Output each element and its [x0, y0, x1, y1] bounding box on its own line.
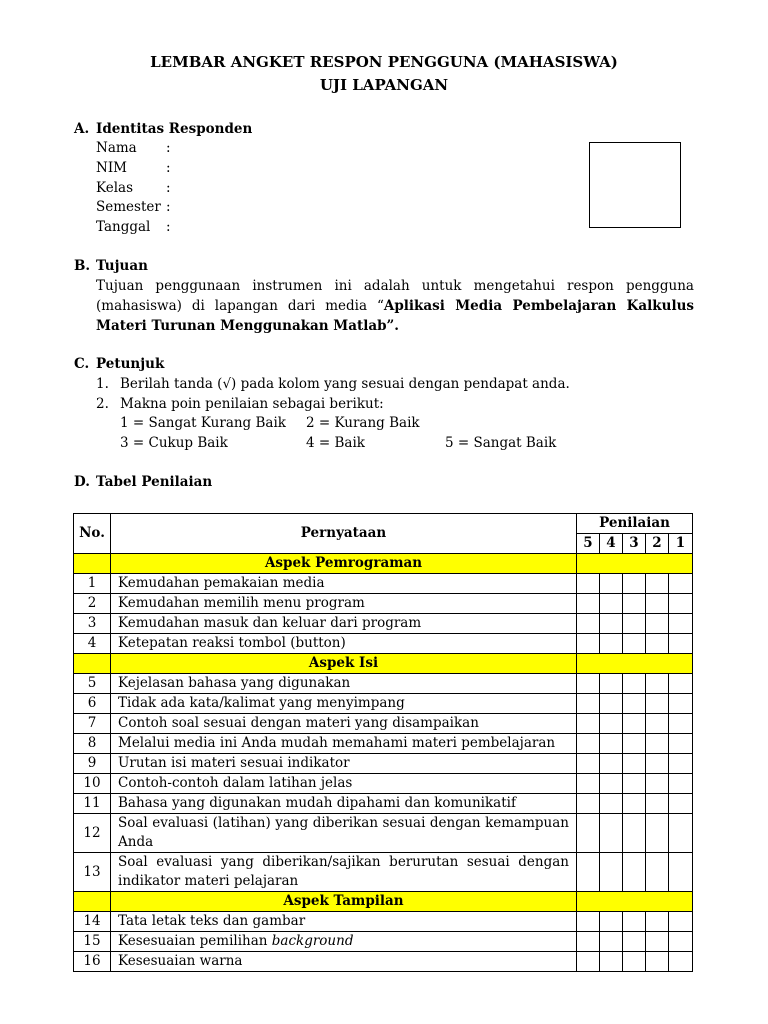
- rating-cell[interactable]: [623, 794, 646, 814]
- row-number: 3: [74, 614, 111, 634]
- rating-cell[interactable]: [669, 952, 693, 972]
- row-statement: Contoh soal sesuai dengan materi yang disampaikan: [111, 714, 577, 734]
- rating-cell[interactable]: [577, 774, 600, 794]
- rating-cell[interactable]: [600, 814, 623, 853]
- field-separator: :: [166, 160, 171, 176]
- photo-box: [589, 142, 681, 228]
- rating-cell[interactable]: [669, 694, 693, 714]
- field-separator: :: [166, 199, 171, 215]
- rating-cell[interactable]: [577, 794, 600, 814]
- rating-cell[interactable]: [600, 734, 623, 754]
- rating-cell[interactable]: [600, 754, 623, 774]
- field-tanggal[interactable]: [96, 219, 171, 235]
- section-d-heading: [74, 474, 212, 490]
- instruction-1-text: Berilah tanda (√) pada kolom yang sesuai dengan pendapat anda.: [120, 376, 570, 392]
- rating-cell[interactable]: [623, 674, 646, 694]
- rating-cell[interactable]: [669, 853, 693, 892]
- rating-cell[interactable]: [669, 734, 693, 754]
- table-row: [74, 794, 693, 814]
- document-title: LEMBAR ANGKET RESPON PENGGUNA (MAHASISWA): [150, 53, 618, 71]
- field-separator: :: [166, 140, 171, 156]
- row-number: 11: [74, 794, 111, 814]
- rating-cell[interactable]: [577, 814, 600, 853]
- section-a-title: Identitas Responden: [96, 121, 253, 137]
- rating-cell[interactable]: [646, 634, 669, 654]
- rating-cell[interactable]: [623, 774, 646, 794]
- row-statement: Contoh-contoh dalam latihan jelas: [111, 774, 577, 794]
- field-separator: :: [166, 219, 171, 235]
- rating-cell[interactable]: [577, 714, 600, 734]
- rating-cell[interactable]: [646, 912, 669, 932]
- rating-cell[interactable]: [600, 853, 623, 892]
- field-label: Semester: [96, 199, 161, 215]
- rating-cell[interactable]: [577, 734, 600, 754]
- scale-5: 5 = Sangat Baik: [445, 435, 557, 451]
- rating-cell[interactable]: [669, 614, 693, 634]
- rating-cell[interactable]: [600, 774, 623, 794]
- aspect-row: [74, 892, 693, 912]
- rating-cell[interactable]: [577, 674, 600, 694]
- rating-cell[interactable]: [577, 694, 600, 714]
- rating-cell[interactable]: [646, 594, 669, 614]
- rating-cell[interactable]: [646, 674, 669, 694]
- row-number: 8: [74, 734, 111, 754]
- rating-cell[interactable]: [600, 714, 623, 734]
- rating-cell[interactable]: [600, 694, 623, 714]
- row-statement: Soal evaluasi (latihan) yang diberikan sesuai dengan kemampuan Anda: [111, 814, 577, 853]
- field-label: NIM: [96, 160, 127, 176]
- rating-cell[interactable]: [577, 634, 600, 654]
- rating-cell[interactable]: [646, 853, 669, 892]
- rating-cell[interactable]: [577, 574, 600, 594]
- row-number: 4: [74, 634, 111, 654]
- score-5: 5: [577, 534, 600, 554]
- rating-cell[interactable]: [646, 614, 669, 634]
- row-statement-italic: background: [271, 933, 354, 949]
- row-statement: [111, 932, 577, 952]
- rating-cell[interactable]: [623, 853, 646, 892]
- aspect-row: [74, 554, 693, 574]
- field-label: Tanggal: [96, 219, 151, 235]
- row-statement: Urutan isi materi sesuai indikator: [111, 754, 577, 774]
- section-c-letter: C.: [74, 356, 90, 372]
- row-statement: Kejelasan bahasa yang digunakan: [111, 674, 577, 694]
- row-statement: Ketepatan reaksi tombol (button): [111, 634, 577, 654]
- table-row: [74, 952, 693, 972]
- rating-cell[interactable]: [600, 932, 623, 952]
- rating-cell[interactable]: [646, 574, 669, 594]
- row-statement: Kemudahan masuk dan keluar dari program: [111, 614, 577, 634]
- row-number: 14: [74, 912, 111, 932]
- table-row: [74, 594, 693, 614]
- rating-cell[interactable]: [600, 574, 623, 594]
- row-statement: Bahasa yang digunakan mudah dipahami dan komunikatif: [111, 794, 577, 814]
- rating-table: [73, 513, 693, 972]
- row-number: 5: [74, 674, 111, 694]
- field-semester[interactable]: [96, 199, 171, 215]
- header-no: No.: [74, 514, 111, 554]
- scale-1: 1 = Sangat Kurang Baik: [120, 415, 286, 431]
- row-statement-text: Kesesuaian pemilihan: [118, 933, 272, 949]
- row-number: 9: [74, 754, 111, 774]
- rating-cell[interactable]: [646, 814, 669, 853]
- rating-cell[interactable]: [623, 594, 646, 614]
- rating-cell[interactable]: [669, 674, 693, 694]
- row-number: 10: [74, 774, 111, 794]
- field-label: Nama: [96, 140, 137, 156]
- rating-cell[interactable]: [669, 754, 693, 774]
- table-row: [74, 734, 693, 754]
- rating-cell[interactable]: [600, 912, 623, 932]
- field-separator: :: [166, 180, 171, 196]
- rating-cell[interactable]: [623, 932, 646, 952]
- row-number: 7: [74, 714, 111, 734]
- row-number: 16: [74, 952, 111, 972]
- section-b-letter: B.: [74, 258, 91, 274]
- rating-cell[interactable]: [623, 912, 646, 932]
- rating-cell[interactable]: [669, 912, 693, 932]
- rating-cell[interactable]: [623, 614, 646, 634]
- section-c-title: Petunjuk: [96, 356, 165, 372]
- field-nim[interactable]: [96, 160, 171, 176]
- rating-cell[interactable]: [623, 574, 646, 594]
- section-b-title: Tujuan: [96, 258, 148, 274]
- table-row: [74, 634, 693, 654]
- row-statement: Melalui media ini Anda mudah memahami materi pembelajaran: [111, 734, 577, 754]
- rating-cell[interactable]: [669, 814, 693, 853]
- rating-cell[interactable]: [646, 952, 669, 972]
- score-4: 4: [600, 534, 623, 554]
- row-statement: Soal evaluasi yang diberikan/sajikan berurutan sesuai dengan indikator materi pelajaran: [111, 853, 577, 892]
- field-kelas[interactable]: [96, 180, 171, 196]
- instruction-2-text: Makna poin penilaian sebagai berikut:: [120, 396, 384, 412]
- row-number: 15: [74, 932, 111, 952]
- rating-cell[interactable]: [600, 594, 623, 614]
- score-3: 3: [623, 534, 646, 554]
- instruction-1: [96, 376, 570, 392]
- rating-cell[interactable]: [669, 794, 693, 814]
- rating-cell[interactable]: [669, 574, 693, 594]
- rating-cell[interactable]: [646, 734, 669, 754]
- rating-cell[interactable]: [623, 694, 646, 714]
- section-c-heading: [74, 356, 164, 372]
- purpose-paragraph: [96, 276, 694, 336]
- rating-cell[interactable]: [577, 754, 600, 774]
- purpose-closing: ”.: [386, 318, 400, 334]
- section-a-heading: [74, 121, 252, 137]
- score-2: 2: [646, 534, 669, 554]
- table-row: [74, 932, 693, 952]
- document-subtitle: UJI LAPANGAN: [319, 76, 449, 94]
- table-row: [74, 714, 693, 734]
- header-statement: Pernyataan: [111, 514, 577, 554]
- instruction-2: [96, 396, 384, 412]
- rating-cell[interactable]: [669, 594, 693, 614]
- rating-cell[interactable]: [577, 594, 600, 614]
- table-row: [74, 774, 693, 794]
- row-statement: Kesesuaian warna: [111, 952, 577, 972]
- table-row: [74, 912, 693, 932]
- rating-cell[interactable]: [669, 774, 693, 794]
- field-label: Kelas: [96, 180, 134, 196]
- rating-cell[interactable]: [577, 853, 600, 892]
- instruction-2-number: 2.: [96, 396, 109, 412]
- rating-cell[interactable]: [623, 952, 646, 972]
- row-number: 2: [74, 594, 111, 614]
- field-nama[interactable]: [96, 140, 171, 156]
- row-number: 12: [74, 814, 111, 853]
- table-row: [74, 694, 693, 714]
- aspect-pemrograman: Aspek Pemrograman: [111, 554, 577, 574]
- section-a-letter: A.: [74, 121, 90, 137]
- row-number: 1: [74, 574, 111, 594]
- rating-cell[interactable]: [600, 794, 623, 814]
- aspect-tampilan: Aspek Tampilan: [111, 892, 577, 912]
- rating-cell[interactable]: [600, 952, 623, 972]
- rating-cell[interactable]: [646, 754, 669, 774]
- table-row: [74, 614, 693, 634]
- rating-cell[interactable]: [577, 952, 600, 972]
- rating-cell[interactable]: [623, 734, 646, 754]
- rating-cell[interactable]: [646, 794, 669, 814]
- row-statement: Tata letak teks dan gambar: [111, 912, 577, 932]
- rating-cell[interactable]: [600, 674, 623, 694]
- scale-4: 4 = Baik: [306, 435, 365, 451]
- section-b-heading: [74, 258, 148, 274]
- media-title: Aplikasi Media Pembelajaran Kalkulus Materi Turunan Menggunakan Matlab: [96, 298, 694, 334]
- row-statement: Tidak ada kata/kalimat yang menyimpang: [111, 694, 577, 714]
- rating-cell[interactable]: [600, 634, 623, 654]
- rating-cell[interactable]: [646, 932, 669, 952]
- section-d-title: Tabel Penilaian: [96, 474, 213, 490]
- rating-cell[interactable]: [623, 814, 646, 853]
- rating-cell[interactable]: [669, 932, 693, 952]
- aspect-row: [74, 654, 693, 674]
- scale-3: 3 = Cukup Baik: [120, 435, 228, 451]
- rating-cell[interactable]: [577, 912, 600, 932]
- rating-cell[interactable]: [646, 694, 669, 714]
- rating-cell[interactable]: [577, 614, 600, 634]
- row-statement: Kemudahan memilih menu program: [111, 594, 577, 614]
- table-row: [74, 674, 693, 694]
- rating-cell[interactable]: [646, 714, 669, 734]
- rating-cell[interactable]: [669, 634, 693, 654]
- score-1: 1: [669, 534, 693, 554]
- aspect-isi: Aspek Isi: [111, 654, 577, 674]
- rating-cell[interactable]: [646, 774, 669, 794]
- rating-cell[interactable]: [623, 754, 646, 774]
- row-statement: Kemudahan pemakaian media: [111, 574, 577, 594]
- table-row: [74, 814, 693, 853]
- rating-cell[interactable]: [623, 634, 646, 654]
- instruction-1-number: 1.: [96, 376, 109, 392]
- table-row: [74, 853, 693, 892]
- scale-2: 2 = Kurang Baik: [306, 415, 420, 431]
- section-d-letter: D.: [74, 474, 90, 490]
- purpose-text: Tujuan penggunaan instrumen ini adalah untuk mengetahui respon pengguna (mahasiswa) di lapangan dari media “: [96, 278, 694, 314]
- rating-cell[interactable]: [623, 714, 646, 734]
- table-row: [74, 754, 693, 774]
- rating-cell[interactable]: [669, 714, 693, 734]
- header-rating: Penilaian: [577, 514, 693, 534]
- row-number: 6: [74, 694, 111, 714]
- rating-cell[interactable]: [577, 932, 600, 952]
- rating-cell[interactable]: [600, 614, 623, 634]
- row-number: 13: [74, 853, 111, 892]
- table-row: [74, 574, 693, 594]
